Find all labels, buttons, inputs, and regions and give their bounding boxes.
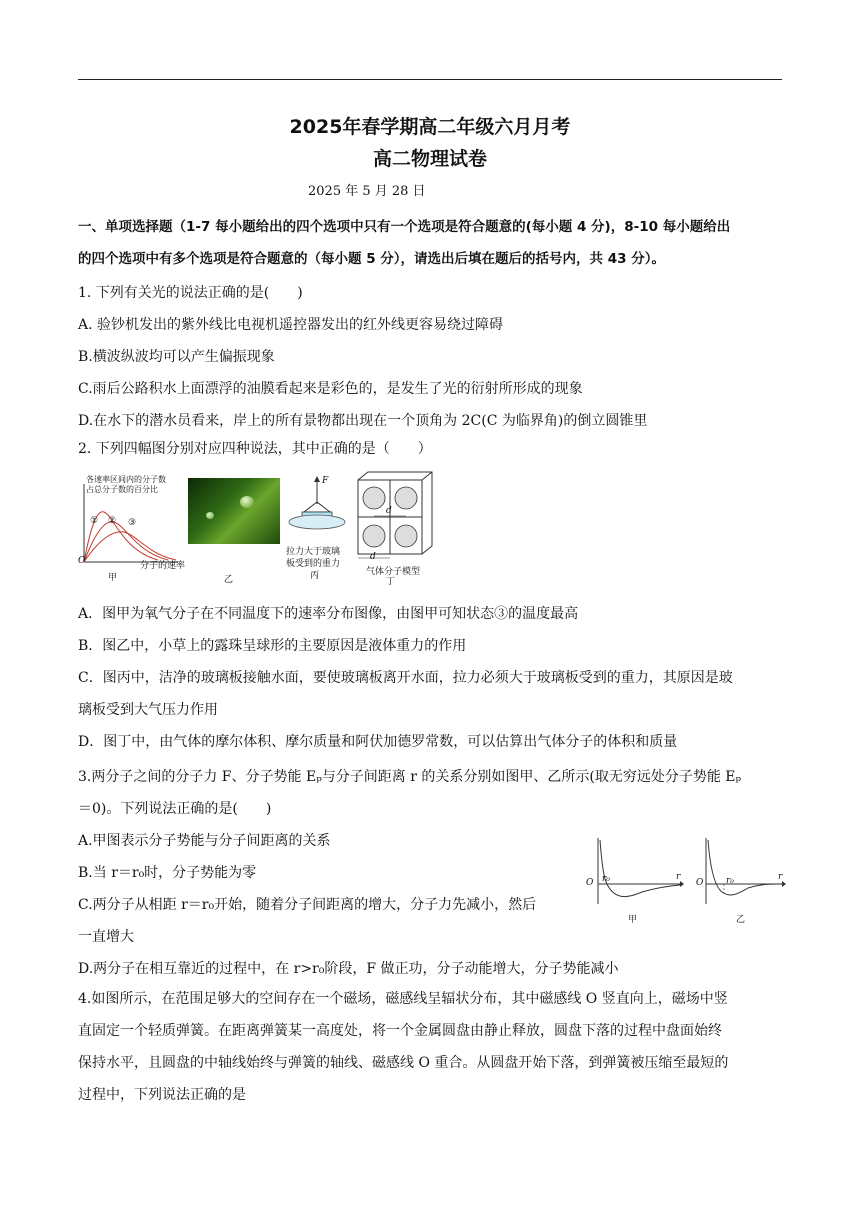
top-rule — [78, 79, 782, 80]
q4-line1: 4.如图所示，在范围足够大的空间存在一个磁场，磁感线呈辐状分布，其中磁感线 O 竖直向上，磁场中竖 — [78, 991, 728, 1007]
fig-ding-caption-1: 气体分子模型 — [366, 567, 421, 577]
q3-fig-jia-graph — [584, 836, 684, 906]
q2-option-a: A．图甲为氧气分子在不同温度下的速率分布图像，由图甲可知状态③的温度最高 — [78, 606, 579, 622]
molecule-4 — [395, 525, 417, 547]
q3-option-c-line2: 一直增大 — [78, 929, 134, 945]
molecule-2 — [395, 487, 417, 509]
fig-jia-ylabel-2: 占总分子数的百分比 — [86, 485, 158, 494]
fig-ding-caption-2: 丁 — [386, 577, 396, 587]
fig-jia-curve-label-2: ② — [108, 516, 117, 526]
section-heading-line2: 的四个选项中有多个选项是符合题意的（每小题 5 分），请选出后填在题后的括号内，共 43 分）。 — [78, 251, 665, 267]
molecule-1 — [363, 487, 385, 509]
dewdrop-shape — [240, 496, 254, 508]
q1-option-b: B.横波纵波均可以产生偏振现象 — [78, 349, 275, 365]
q3-fig-jia-caption: 甲 — [628, 915, 638, 925]
q3-stem-line2: ＝0)。下列说法正确的是( ) — [78, 801, 272, 817]
q4-line4: 过程中，下列说法正确的是 — [78, 1087, 246, 1103]
q3-option-b: B.当 r＝r₀时，分子势能为零 — [78, 865, 257, 881]
q2-option-c-line1: C．图丙中，洁净的玻璃板接触水面，要使玻璃板离开水面，拉力必须大于玻璃板受到的重力，其原因是玻 — [78, 670, 733, 686]
q3-option-d: D.两分子在相互靠近的过程中，在 r>r₀阶段，F 做正功，分子动能增大，分子势能减小 — [78, 961, 619, 977]
q2-figure-jia — [78, 472, 186, 584]
q3-fig-jia-r: r — [676, 872, 681, 882]
exam-subtitle: 高二物理试卷 — [372, 148, 487, 170]
q1-stem: 1. 下列有关光的说法正确的是( ) — [78, 285, 303, 301]
q3-option-c-line1: C.两分子从相距 r＝r₀开始，随着分子间距离的增大，分子力先减小，然后 — [78, 897, 537, 913]
q1-option-d: D.在水下的潜水员看来，岸上的所有景物都出现在一个顶角为 2C(C 为临界角)的倒立圆锥里 — [78, 413, 648, 429]
q4-line2: 直固定一个轻质弹簧。在距离弹簧某一高度处，将一个金属圆盘由静止释放，圆盘下落的过程中盘面始终 — [78, 1023, 722, 1039]
fig-ding-d-label-inner: d — [386, 506, 392, 516]
fig-ding-d-label-outer: d — [370, 552, 376, 562]
dewdrop-shape-small — [206, 512, 214, 519]
q3-fig-jia-origin: O — [586, 878, 594, 888]
fig-bing-caption-1: 拉力大于玻璃 — [286, 547, 341, 557]
fig-bing-diagram — [284, 474, 350, 536]
q3-fig-yi-r: r — [778, 872, 783, 882]
q3-fig-yi-r0: r₀ — [726, 876, 734, 886]
fig-ding-cubes — [354, 468, 438, 560]
fig-jia-caption: 甲 — [108, 573, 118, 583]
q2-stem: 2. 下列四幅图分别对应四种说法，其中正确的是（ ） — [78, 441, 432, 457]
q3-figure-yi — [696, 836, 786, 928]
q3-option-a: A.甲图表示分子势能与分子间距离的关系 — [78, 833, 331, 849]
q1-option-c: C.雨后公路积水上面漂浮的油膜看起来是彩色的，是发生了光的衍射所形成的现象 — [78, 381, 583, 397]
exam-date: 2025 年 5 月 28 日 — [308, 184, 426, 199]
molecule-3 — [363, 525, 385, 547]
fig-jia-curve-label-3: ③ — [128, 518, 137, 528]
q2-figure-bing — [284, 474, 350, 584]
fig-yi-caption: 乙 — [224, 575, 234, 585]
exam-title: 2025年春学期高二年级六月月考 — [289, 116, 571, 138]
fig-jia-curve-label-1: ① — [90, 516, 99, 526]
q2-option-c-line2: 璃板受到大气压力作用 — [78, 702, 218, 718]
q2-figure-ding — [354, 468, 438, 587]
q3-fig-jia-r0: r₀ — [602, 874, 610, 884]
q2-option-d: D．图丁中，由气体的摩尔体积、摩尔质量和阿伏加德罗常数，可以估算出气体分子的体积和质量 — [78, 734, 678, 750]
fig-jia-curve-2 — [84, 522, 168, 562]
section-heading-line1: 一、单项选择题（1-7 每小题给出的四个选项中只有一个选项是符合题意的(每小题 4 分)，8-10 每小题给出 — [78, 219, 731, 235]
fig-jia-ylabel-1: 各速率区间内的分子数 — [86, 475, 166, 484]
fig-bing-caption-2: 板受到的重力 — [286, 559, 341, 569]
fig-jia-origin: O — [78, 556, 86, 566]
q1-option-a: A. 验钞机发出的紫外线比电视机遥控器发出的红外线更容易绕过障碍 — [78, 317, 504, 333]
q3-fig-yi-origin: O — [696, 878, 704, 888]
q3-figure-jia — [584, 836, 684, 928]
force-arrow-head — [314, 476, 320, 482]
q3-stem-line1: 3.两分子之间的分子力 F、分子势能 Eₚ与分子间距离 r 的关系分别如图甲、乙所示(取无穷远处分子势能 Eₚ — [78, 769, 742, 785]
q2-figure-yi-photo — [188, 478, 280, 544]
fig-bing-caption-3: 丙 — [310, 571, 320, 581]
q3-fig-yi-graph — [696, 836, 786, 906]
fig-jia-xlabel: 分子的速率 — [140, 561, 186, 571]
q3-fig-yi-caption: 乙 — [736, 915, 746, 925]
q2-option-b: B．图乙中，小草上的露珠呈球形的主要原因是液体重力的作用 — [78, 638, 467, 654]
water-dish — [289, 515, 345, 529]
q4-line3: 保持水平，且圆盘的中轴线始终与弹簧的轴线、磁感线 O 重合。从圆盘开始下落，到弹簧被压缩至最短的 — [78, 1055, 729, 1071]
fig-bing-force-label: F — [322, 476, 329, 486]
